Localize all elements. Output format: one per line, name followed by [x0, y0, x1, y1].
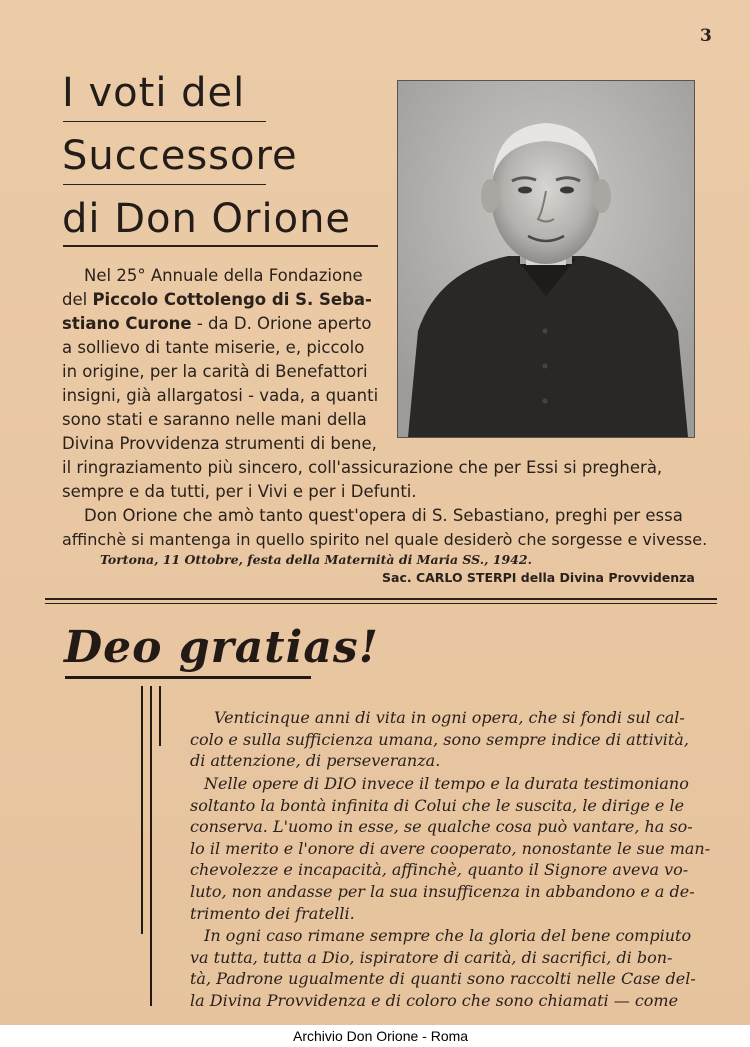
body-p2-line: soltanto la bontà infinita di Colui che le suscita, le dirige e le — [190, 795, 685, 815]
title-rule-2 — [63, 184, 266, 185]
portrait-illustration — [398, 81, 694, 437]
body-p3-line: In ogni caso rimane sempre che la gloria del bene compiuto — [204, 926, 692, 945]
body-paragraph-1 — [190, 707, 695, 772]
vertical-bar-3 — [159, 686, 161, 746]
body-p2-line: Nelle opere di DIO invece il tempo e la durata testimoniano — [204, 774, 689, 793]
intro-line-8: Divina Provvidenza strumenti di bene, — [62, 434, 377, 453]
vertical-bar-1 — [141, 686, 143, 934]
body-p2-line: luto, non andasse per la sua insufficenza in abbandono e a de- — [190, 881, 695, 901]
signature-date: Tortona, 11 Ottobre, festa della Maternità di Maria SS., 1942. — [100, 552, 532, 567]
intro-line-3-bold: stiano Curone — [62, 314, 192, 333]
portrait-photo — [397, 80, 695, 438]
intro-line-4: a sollievo di tante miserie, e, piccolo — [62, 338, 365, 357]
body-p2-line: lo il merito e l'onore di avere cooperato, nonostante le sue man- — [190, 838, 711, 858]
body-paragraph-3 — [190, 925, 695, 1011]
intro-line-3 — [62, 312, 371, 336]
title-line-2: Successore — [62, 133, 298, 179]
separator-rule-bottom — [45, 603, 717, 604]
body-p2-line: trimento dei fratelli. — [190, 903, 355, 923]
archive-footer — [0, 1025, 750, 1047]
intro-line-6: insigni, già allargatosi - vada, a quanti — [62, 386, 379, 405]
title-rule-3 — [63, 245, 378, 247]
separator-rule-top — [45, 598, 717, 600]
body-p1-line: colo e sulla sufficienza umana, sono sempre indice di attività, — [190, 729, 689, 749]
body-p3-line: va tutta, tutta a Dio, ispiratore di carità, di sacrifici, di bon- — [190, 947, 673, 967]
body-paragraph-2 — [190, 773, 711, 924]
body-p2-line: conserva. L'uomo in esse, se qualche cosa può vantare, ha so- — [190, 817, 693, 837]
body-p3-line: tà, Padrone ugualmente di quanti sono raccolti nelle Case del- — [190, 969, 696, 989]
intro-line-1: Nel 25° Annuale della Fondazione — [84, 266, 363, 285]
body-p1-line: Venticinque anni di vita in ogni opera, che si fondi sul cal- — [214, 708, 685, 727]
page-number: 3 — [700, 26, 712, 46]
body-p1-line: di attenzione, di perseveranza. — [190, 751, 441, 771]
intro-line-5: in origine, per la carità di Benefattori — [62, 362, 368, 381]
deo-gratias-underline — [65, 676, 311, 679]
intro-line-2 — [62, 288, 372, 312]
body-p2-line: chevolezze e incapacità, affinchè, quanto il Signore aveva vo- — [190, 860, 689, 880]
intro-line-11: Don Orione che amò tanto quest'opera di S. Sebastiano, preghi per essa — [84, 506, 683, 525]
intro-line-12: affinchè si mantenga in quello spirito nel quale desiderò che sorgesse e vivesse. — [62, 530, 708, 549]
signature-name: Sac. CARLO STERPI della Divina Provvidenza — [382, 570, 695, 585]
intro-line-9: il ringraziamento più sincero, coll'assicurazione che per Essi si pregherà, — [62, 458, 663, 477]
intro-line-7: sono stati e saranno nelle mani della — [62, 410, 367, 429]
title-line-3: di Don Orione — [62, 196, 352, 242]
body-p3-line: la Divina Provvidenza e di coloro che sono chiamati — come — [190, 990, 679, 1010]
intro-line-2-bold: Piccolo Cottolengo di S. Seba- — [92, 290, 372, 309]
title-rule-1 — [63, 121, 266, 122]
intro-line-10: sempre e da tutti, per i Vivi e per i Defunti. — [62, 482, 417, 501]
vertical-bar-2 — [150, 686, 152, 1006]
intro-line-3-post: - da D. Orione aperto — [191, 314, 372, 333]
title-line-1: I voti del — [62, 70, 246, 116]
deo-gratias-heading: Deo gratias! — [64, 622, 379, 673]
intro-line-2-pre: del — [62, 290, 93, 309]
archive-footer-text: Archivio Don Orione - Roma — [293, 1028, 469, 1044]
